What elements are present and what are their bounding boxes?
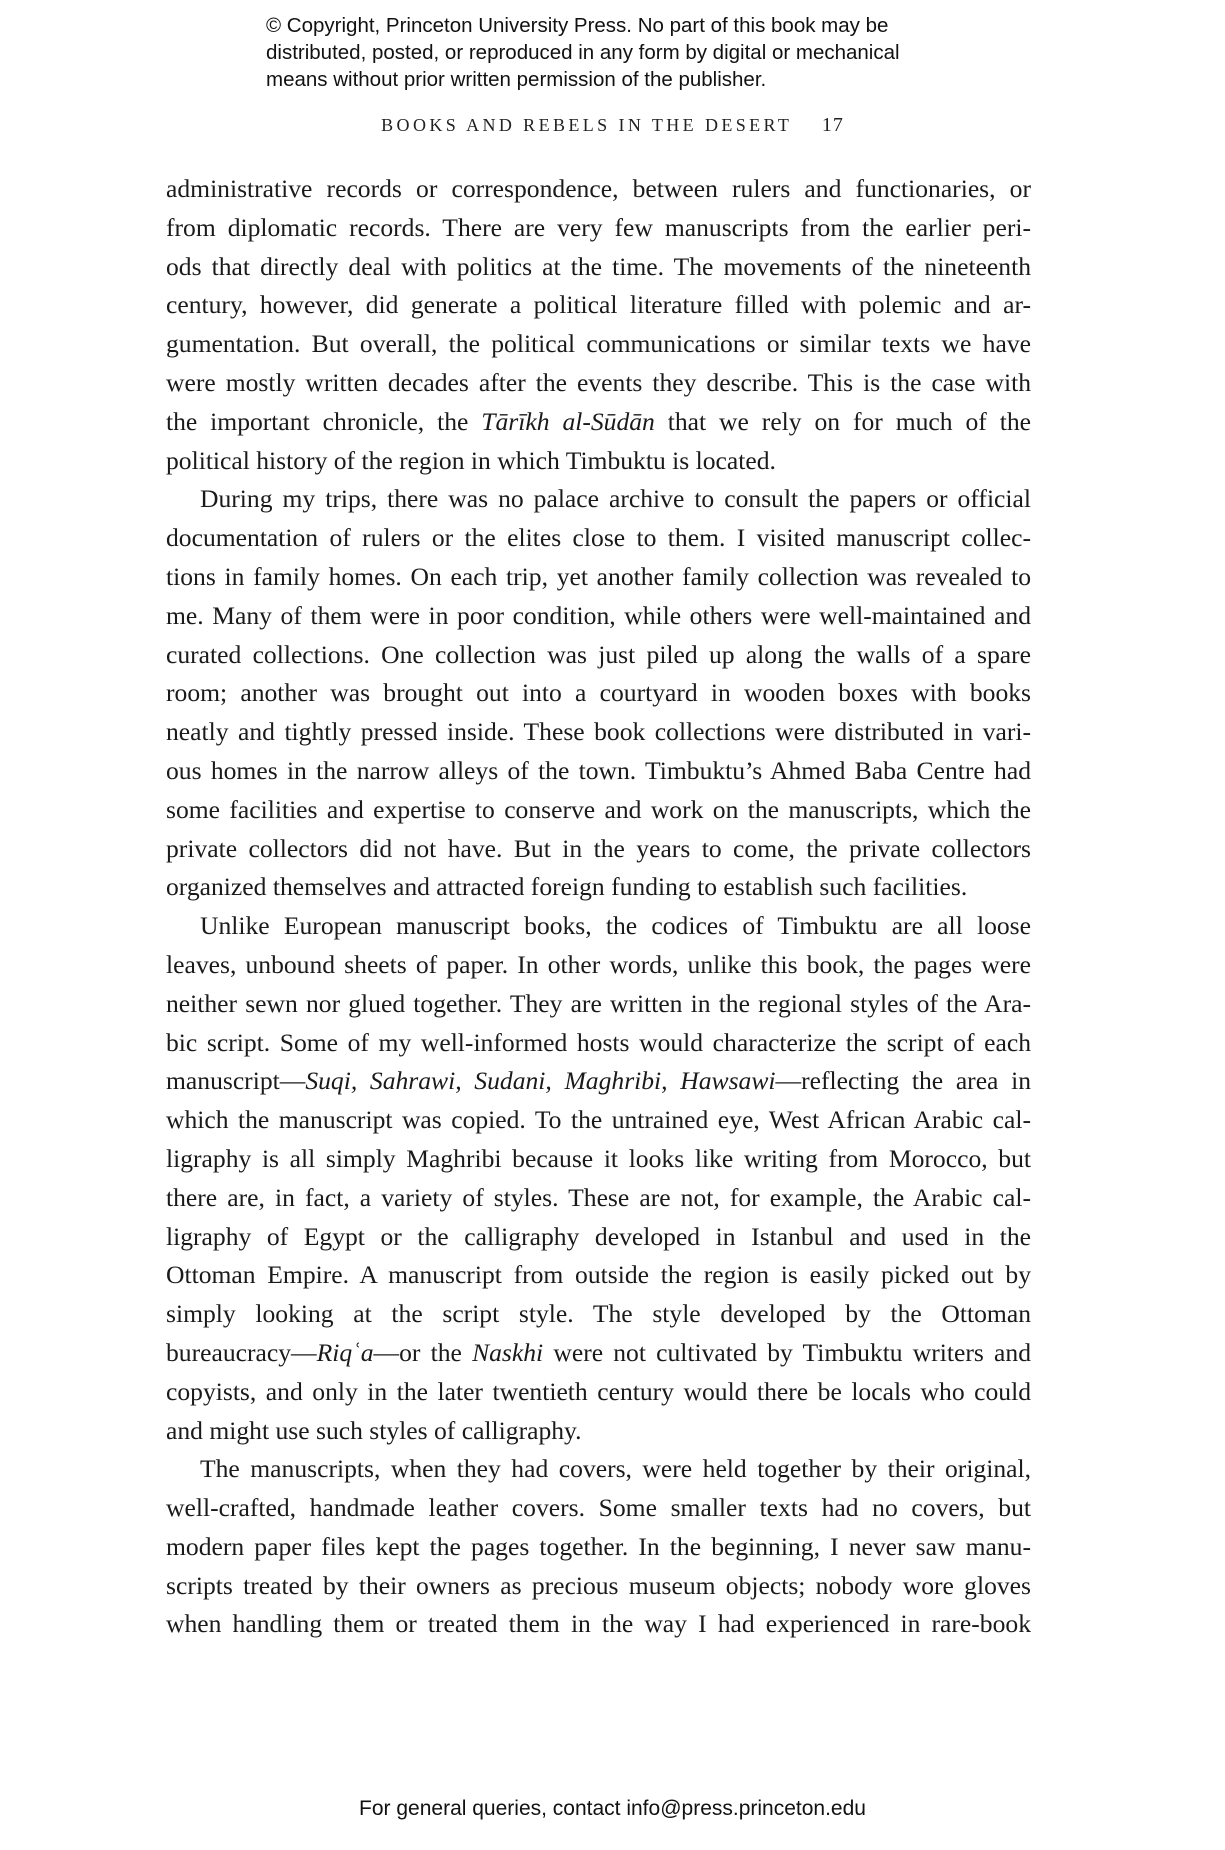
text-line: scripts treated by their owners as precious museum objects; nobody wore gloves (166, 1570, 1031, 1600)
text-line: neither sewn nor glued together. They are written in the regional styles of the Ara- (166, 988, 1031, 1018)
text-line: administrative records or correspondence, between rulers and functionaries, or (166, 174, 1031, 203)
copyright-line: means without prior written permission of the publisher. (266, 68, 767, 91)
text-run: manuscript— (166, 1066, 306, 1096)
text-line: Ottoman Empire. A manuscript from outside the region is easily picked out by (166, 1260, 1031, 1290)
text-line: me. Many of them were in poor condition, while others were well-maintained and (166, 600, 1031, 630)
italic-term: Tārīkh al-Sūdān (481, 406, 655, 436)
copyright-line: distributed, posted, or reproduced in any form by digital or mechanical (266, 41, 900, 64)
text-line (166, 1062, 1031, 1101)
page-number: 17 (821, 114, 844, 136)
text-line: political history of the region in which Timbuktu is located. (166, 445, 776, 475)
text-line: During my trips, there was no palace archive to consult the papers or official (200, 484, 1031, 514)
paragraph (166, 480, 1031, 907)
text-line: neatly and tightly pressed inside. These book collections were distributed in vari- (166, 717, 1031, 747)
text-line: organized themselves and attracted foreign funding to establish such facilities. (166, 872, 968, 902)
text-line: ligraphy of Egypt or the calligraphy developed in Istanbul and used in the (166, 1221, 1031, 1251)
text-line: tions in family homes. On each trip, yet another family collection was revealed to (166, 561, 1031, 591)
text-line: century, however, did generate a political literature filled with polemic and ar- (166, 290, 1031, 320)
running-head (0, 114, 1225, 137)
text-line: there are, in fact, a variety of styles. These are not, for example, the Arabic cal- (166, 1182, 1031, 1212)
copyright-line: © Copyright, Princeton University Press. No part of this book may be (266, 14, 889, 37)
text-line: leaves, unbound sheets of paper. In other words, unlike this book, the pages were (166, 949, 1031, 979)
text-line: from diplomatic records. There are very few manuscripts from the earlier peri- (166, 212, 1031, 242)
text-line: well-crafted, handmade leather covers. Some smaller texts had no covers, but (166, 1493, 1031, 1523)
text-line: gumentation. But overall, the political communications or similar texts we have (166, 329, 1031, 359)
text-run: bureaucracy— (166, 1337, 317, 1367)
text-run: the important chronicle, the (166, 406, 482, 436)
text-line: which the manuscript was copied. To the untrained eye, West African Arabic cal- (166, 1105, 1031, 1135)
text-line: curated collections. One collection was just piled up along the walls of a spare (166, 639, 1031, 669)
text-line: bic script. Some of my well-informed hosts would characterize the script of each (166, 1027, 1031, 1057)
text-line: were mostly written decades after the events they describe. This is the case with (166, 367, 1031, 397)
italic-term: Naskhi (472, 1337, 544, 1367)
text-line: The manuscripts, when they had covers, were held together by their original, (200, 1454, 1031, 1484)
copyright-notice (266, 12, 1026, 93)
italic-term: Suqi, Sahrawi, Sudani, Maghribi, Hawsawi (305, 1066, 776, 1096)
running-head-title: BOOKS AND REBELS IN THE DESERT (381, 115, 792, 135)
text-line: room; another was brought out into a courtyard in wooden boxes with books (166, 678, 1031, 708)
text-run: —or the (373, 1337, 473, 1367)
text-line: simply looking at the script style. The style developed by the Ottoman (166, 1299, 1031, 1329)
paragraph (166, 907, 1031, 1450)
text-line: ligraphy is all simply Maghribi because it looks like writing from Morocco, but (166, 1143, 1031, 1173)
footer-contact: For general queries, contact info@press.princeton.edu (359, 1797, 866, 1820)
italic-term: Riqʿa (316, 1337, 374, 1367)
text-line: copyists, and only in the later twentieth century would there be locals who could (166, 1376, 1031, 1406)
text-line: and might use such styles of calligraphy. (166, 1415, 582, 1445)
text-line (166, 403, 1031, 442)
text-run: were not cultivated by Timbuktu writers and (543, 1337, 1031, 1367)
text-run: that we rely on for much of the (654, 406, 1031, 436)
paragraph (166, 1450, 1031, 1644)
text-line: ous homes in the narrow alleys of the town. Timbuktu’s Ahmed Baba Centre had (166, 755, 1031, 785)
text-run: —reflecting the area in (775, 1066, 1032, 1096)
text-line: modern paper files kept the pages together. In the beginning, I never saw manu- (166, 1531, 1031, 1561)
text-line: Unlike European manuscript books, the codices of Timbuktu are all loose (200, 911, 1031, 941)
text-line: when handling them or treated them in the way I had experienced in rare-book (166, 1609, 1031, 1639)
body-text (166, 170, 1031, 1644)
text-line: ods that directly deal with politics at the time. The movements of the nineteenth (166, 251, 1031, 281)
paragraph (166, 170, 1031, 480)
text-line: private collectors did not have. But in the years to come, the private collectors (166, 833, 1031, 863)
text-line: some facilities and expertise to conserve and work on the manuscripts, which the (166, 794, 1031, 824)
text-line: documentation of rulers or the elites close to them. I visited manuscript collec- (166, 523, 1031, 553)
text-line (166, 1334, 1031, 1373)
